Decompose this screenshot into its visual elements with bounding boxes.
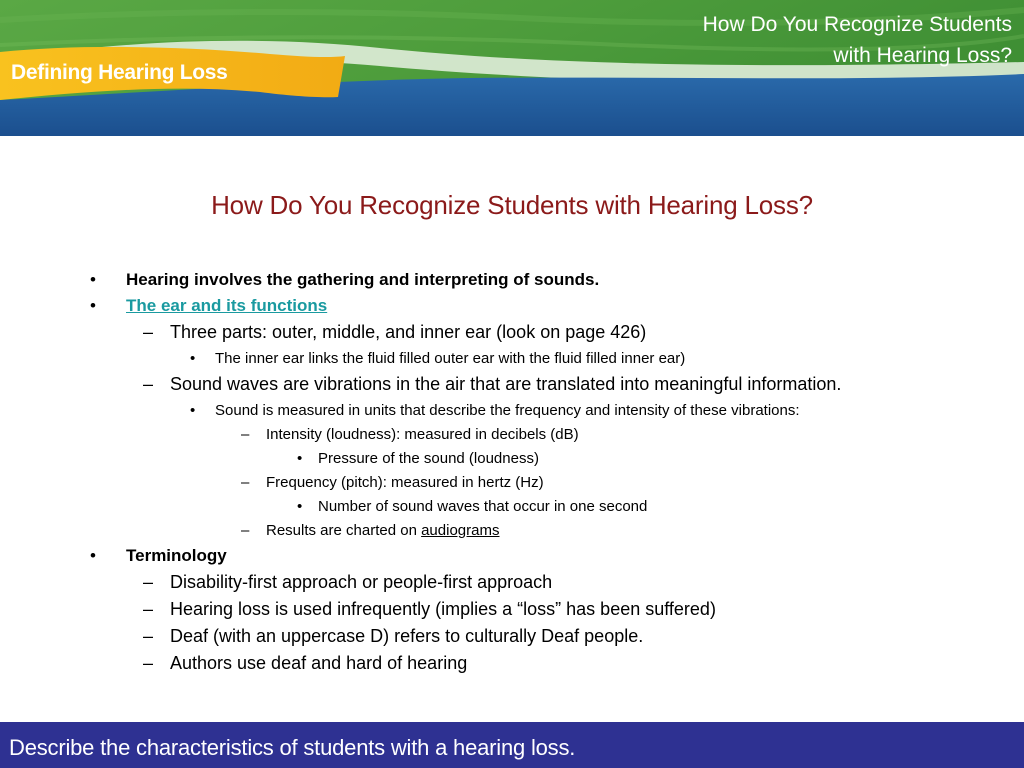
slide-title: How Do You Recognize Students with Hearing Loss? bbox=[211, 190, 813, 220]
list-item bbox=[297, 450, 539, 467]
list-item bbox=[241, 426, 579, 443]
list-item-text: The inner ear links the fluid filled outer ear with the fluid filled inner ear) bbox=[215, 350, 686, 367]
list-item-text: Hearing loss is used infrequently (implies a “loss” has been suffered) bbox=[170, 599, 716, 619]
dash-marker: – bbox=[143, 374, 154, 394]
list-item bbox=[143, 653, 468, 674]
audiograms-link[interactable]: audiograms bbox=[421, 522, 500, 539]
list-item bbox=[143, 374, 842, 395]
list-item-text: Deaf (with an uppercase D) refers to culturally Deaf people. bbox=[170, 626, 644, 646]
header-banner bbox=[0, 0, 1024, 136]
list-item bbox=[143, 322, 647, 343]
list-item-text: Authors use deaf and hard of hearing bbox=[170, 653, 468, 673]
list-item bbox=[90, 270, 600, 290]
list-item-text: Sound waves are vibrations in the air that are translated into meaningful information. bbox=[170, 374, 842, 394]
list-item-text: Results are charted on bbox=[266, 522, 422, 539]
dash-marker: – bbox=[241, 426, 250, 443]
list-item-text: Hearing involves the gathering and interpreting of sounds. bbox=[126, 270, 600, 289]
list-item bbox=[143, 626, 644, 647]
dash-marker: – bbox=[143, 653, 154, 673]
list-item bbox=[143, 599, 716, 620]
list-item bbox=[241, 474, 544, 491]
dash-marker: – bbox=[143, 599, 154, 619]
bullet-marker: • bbox=[90, 296, 96, 315]
list-item-text: Intensity (loudness): measured in decibels (dB) bbox=[266, 426, 579, 443]
list-item bbox=[297, 498, 648, 515]
header-title-line1: How Do You Recognize Students bbox=[702, 13, 1012, 36]
bullet-marker: • bbox=[190, 402, 196, 419]
bullet-marker: • bbox=[90, 546, 96, 565]
list-item-text: Frequency (pitch): measured in hertz (Hz) bbox=[266, 474, 544, 491]
list-item-text: Pressure of the sound (loudness) bbox=[318, 450, 539, 467]
header-title-line2: with Hearing Loss? bbox=[833, 44, 1012, 67]
list-item bbox=[143, 572, 553, 593]
list-item bbox=[190, 350, 686, 367]
list-item bbox=[190, 402, 800, 419]
bullet-marker: • bbox=[190, 350, 196, 367]
list-item-text: Terminology bbox=[126, 546, 227, 565]
footer-objective: Describe the characteristics of students with a hearing loss. bbox=[9, 735, 576, 760]
bullet-marker: • bbox=[297, 450, 303, 467]
list-item-text: Three parts: outer, middle, and inner ear (look on page 426) bbox=[170, 322, 647, 342]
header-title bbox=[592, 9, 1012, 71]
dash-marker: – bbox=[143, 572, 154, 592]
dash-marker: – bbox=[143, 626, 154, 646]
list-item-text: Number of sound waves that occur in one second bbox=[318, 498, 648, 515]
ear-functions-link[interactable]: The ear and its functions bbox=[126, 296, 328, 315]
list-item-text: Disability-first approach or people-first approach bbox=[170, 572, 553, 592]
dash-marker: – bbox=[241, 522, 250, 539]
bullet-marker: • bbox=[297, 498, 303, 515]
footer-bar bbox=[0, 722, 1024, 768]
dash-marker: – bbox=[143, 322, 154, 342]
list-item bbox=[90, 296, 328, 316]
bullet-marker: • bbox=[90, 270, 96, 289]
list-item-text: Sound is measured in units that describe the frequency and intensity of these vibrations: bbox=[215, 402, 800, 419]
list-item bbox=[90, 546, 227, 566]
section-label: Defining Hearing Loss bbox=[11, 61, 228, 84]
dash-marker: – bbox=[241, 474, 250, 491]
list-item bbox=[241, 522, 500, 539]
